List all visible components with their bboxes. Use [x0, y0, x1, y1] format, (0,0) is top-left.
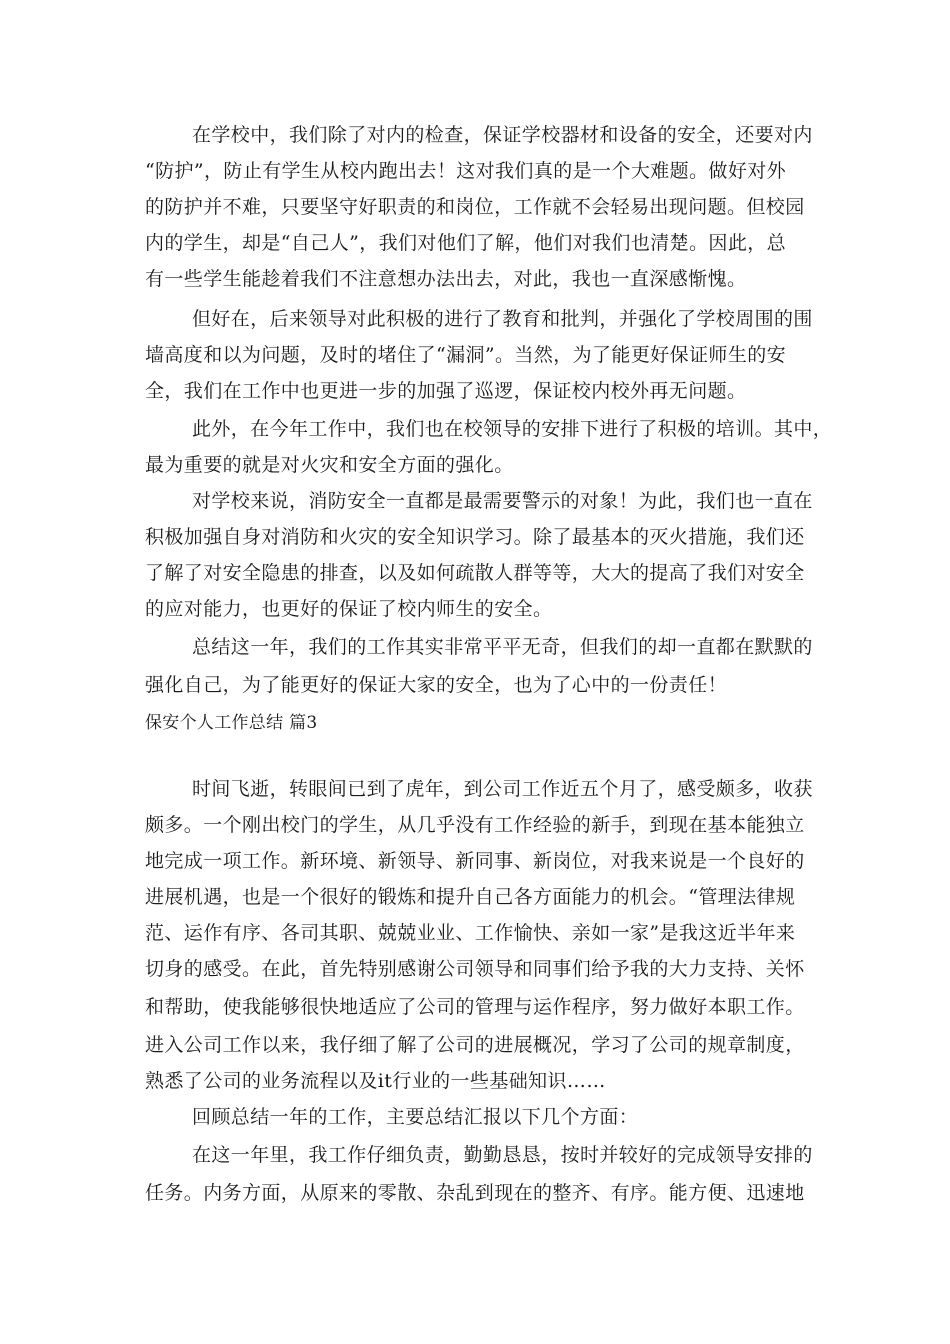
- paragraph-line: 进入公司工作以来，我仔细了解了公司的进展概况，学习了公司的规章制度，: [145, 1034, 805, 1056]
- paragraph-line: 总结这一年，我们的工作其实非常平平无奇，但我们的却一直都在默默的: [192, 636, 813, 658]
- paragraph-line: 熟悉了公司的业务流程以及it行业的一些基础知识……: [145, 1070, 606, 1092]
- paragraph-line: 在学校中，我们除了对内的检查，保证学校器材和设备的安全，还要对内: [192, 124, 813, 146]
- paragraph-line: 全，我们在工作中也更进一步的加强了巡逻，保证校内校外再无问题。: [145, 380, 747, 402]
- paragraph-line: 内的学生，却是“自己人”，我们对他们了解，他们对我们也清楚。因此，总: [145, 232, 787, 254]
- paragraph-line: 但好在，后来领导对此积极的进行了教育和批判，并强化了学校周围的围: [192, 308, 813, 330]
- paragraph-line: 积极加强自身对消防和火灾的安全知识学习。除了最基本的灭火措施，我们还: [145, 526, 805, 548]
- paragraph-line: 回顾总结一年的工作，主要总结汇报以下几个方面：: [192, 1106, 639, 1128]
- paragraph-line: 进展机遇，也是一个很好的锻炼和提升自己各方面能力的机会。“管理法律规: [145, 886, 796, 908]
- paragraph-line: 强化自己，为了能更好的保证大家的安全，也为了心中的一份责任！: [145, 674, 728, 696]
- paragraph-line: 此外，在今年工作中，我们也在校领导的安排下进行了积极的培训。其中，: [192, 418, 833, 440]
- paragraph-line: 了解了对安全隐患的排查，以及如何疏散人群等等，大大的提高了我们对安全: [145, 562, 805, 584]
- paragraph-line: 颇多。一个刚出校门的学生，从几乎没有工作经验的新手，到现在基本能独立: [145, 814, 805, 836]
- paragraph-line: 时间飞逝，转眼间已到了虎年，到公司工作近五个月了，感受颇多，收获: [192, 778, 813, 800]
- paragraph-line: 的防护并不难，只要坚守好职责的和岗位，工作就不会轻易出现问题。但校园: [145, 196, 805, 218]
- paragraph-line: 对学校来说，消防安全一直都是最需要警示的对象！为此，我们也一直在: [192, 490, 813, 512]
- section-heading: 保安个人工作总结 篇3: [145, 713, 318, 733]
- paragraph-line: 墙高度和以为问题，及时的堵住了“漏洞”。当然，为了能更好保证师生的安: [145, 344, 787, 366]
- paragraph-line: 的应对能力，也更好的保证了校内师生的安全。: [145, 598, 553, 620]
- paragraph-line: 有一些学生能趁着我们不注意想办法出去，对此，我也一直深感惭愧。: [145, 268, 747, 290]
- paragraph-line: 切身的感受。在此，首先特别感谢公司领导和同事们给予我的大力支持、关怀: [145, 958, 805, 980]
- paragraph-line: 范、运作有序、各司其职、兢兢业业、工作愉快、亲如一家”是我这近半年来: [145, 922, 796, 944]
- paragraph-line: 和帮助，使我能够很快地适应了公司的管理与运作程序，努力做好本职工作。: [145, 996, 805, 1018]
- paragraph-line: 地完成一项工作。新环境、新领导、新同事、新岗位，对我来说是一个良好的: [145, 850, 805, 872]
- paragraph-line: 在这一年里，我工作仔细负责，勤勤恳恳，按时并较好的完成领导安排的: [192, 1144, 813, 1166]
- paragraph-line: “防护”，防止有学生从校内跑出去！这对我们真的是一个大难题。做好对外: [145, 160, 787, 182]
- paragraph-line: 最为重要的就是对火灾和安全方面的强化。: [145, 454, 514, 476]
- paragraph-line: 任务。内务方面，从原来的零散、杂乱到现在的整齐、有序。能方便、迅速地: [145, 1182, 805, 1204]
